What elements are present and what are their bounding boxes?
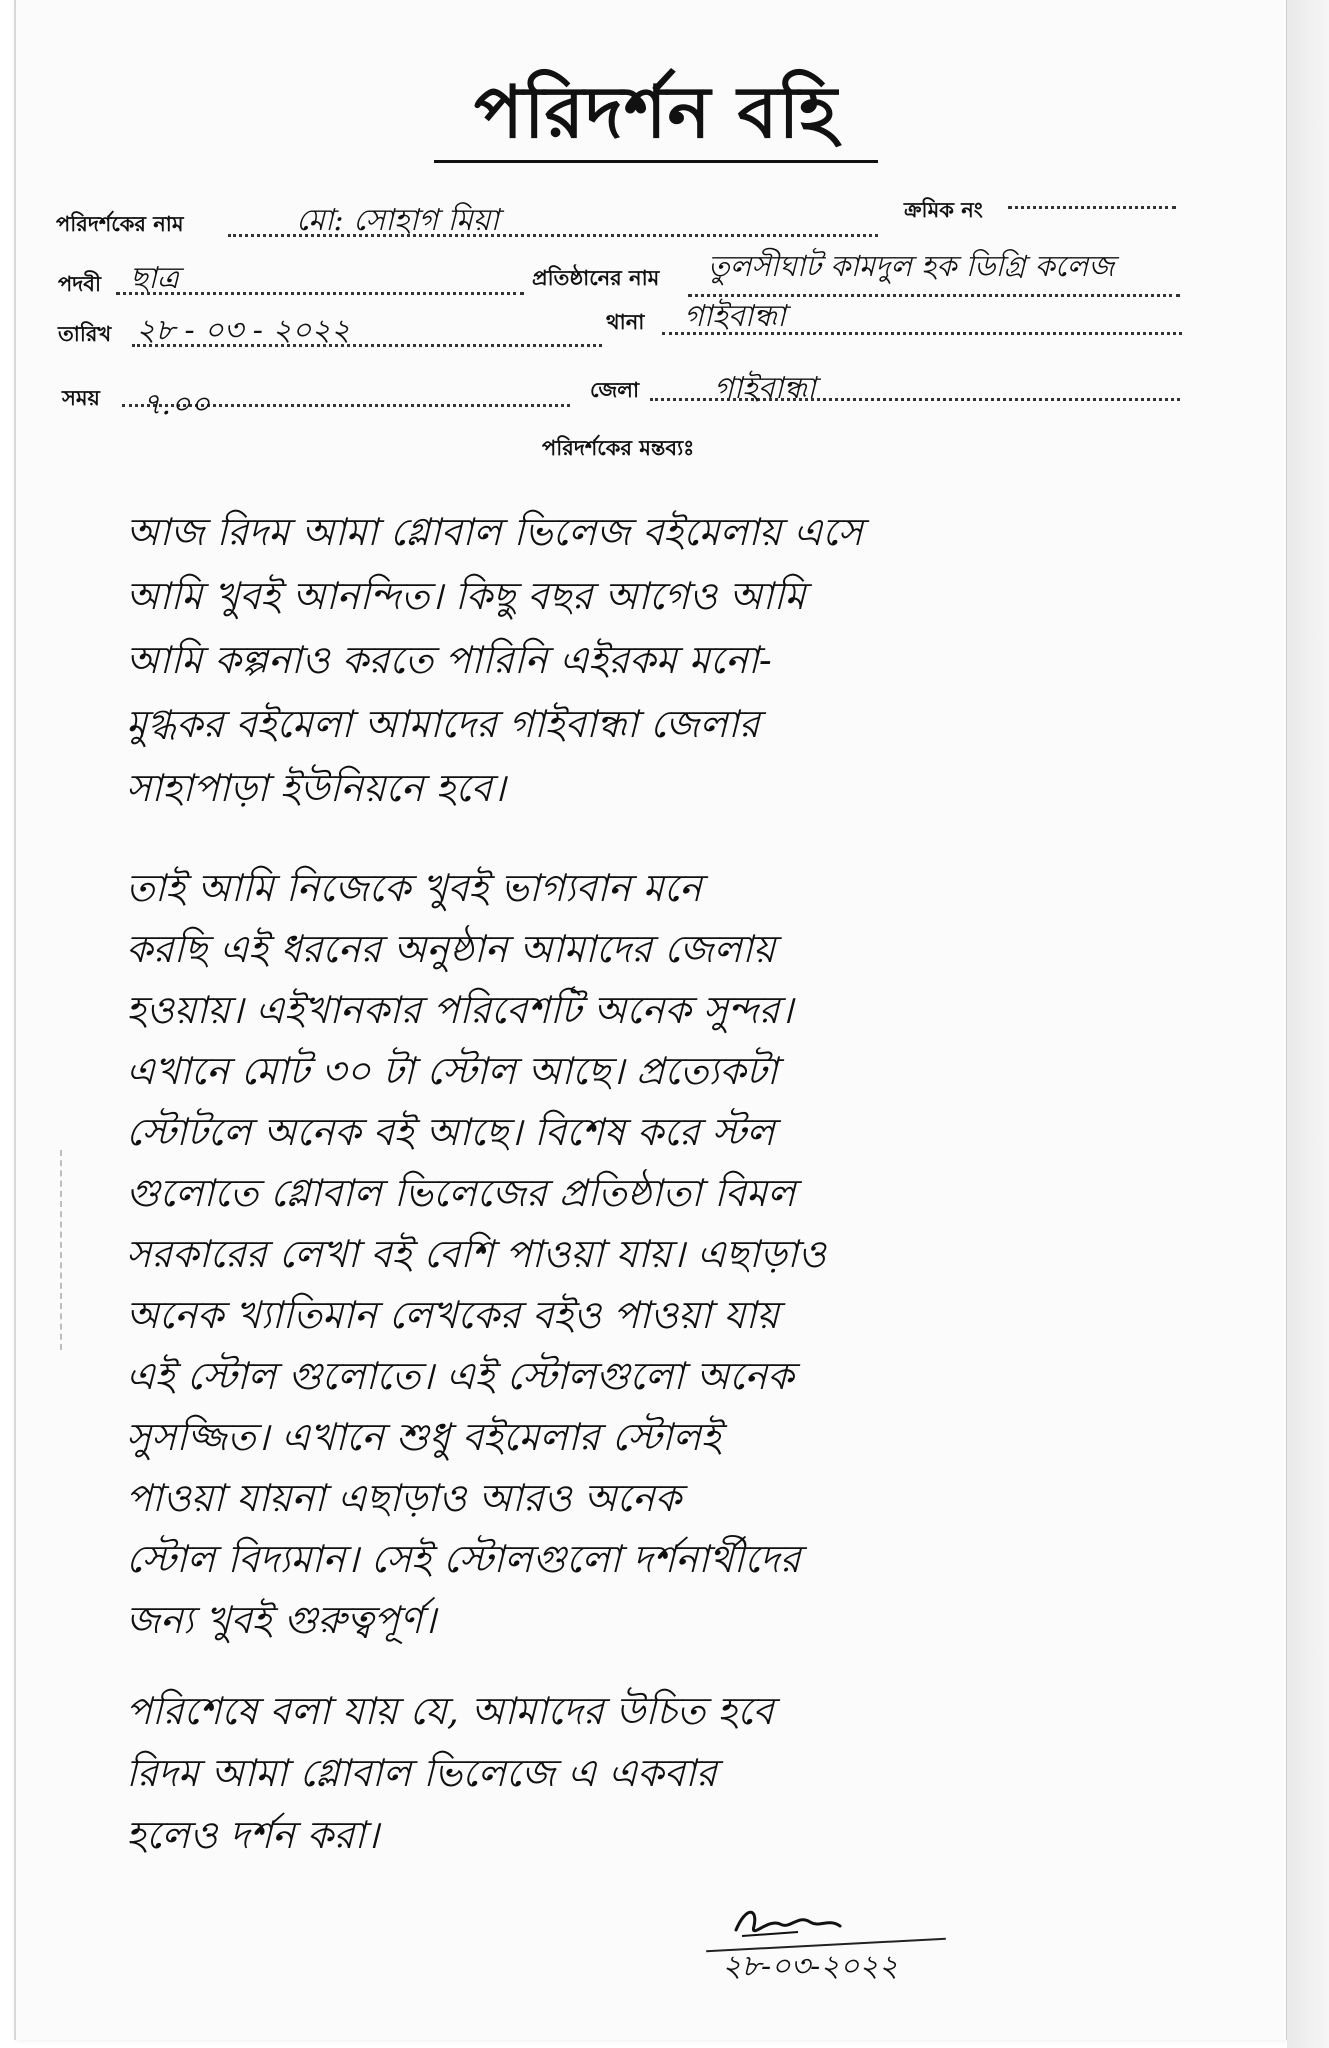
comment-line: আজ রিদম আমা গ্লোবাল ভিলেজ বইমেলায় এসে [126,510,863,554]
designation-label: পদবী [58,272,101,296]
comment-line: সরকারের লেখা বই বেশি পাওয়া যায়। এছাড়াও [126,1232,826,1276]
comment-line: পরিশেষে বলা যায় যে, আমাদের উচিত হবে [126,1689,774,1733]
comment-line: পাওয়া যায়না এছাড়াও আরও অনেক [126,1476,682,1520]
comment-line: জন্য খুবই গুরুত্বপূর্ণ। [126,1598,436,1642]
date-label: তারিখ [58,322,112,346]
inspector-name-value: মো: সোহাগ মিয়া [296,203,500,238]
time-label: সময় [62,386,100,410]
institution-value: তুলসীঘাট কামদুল হক ডিগ্রি কলেজ [708,249,1115,283]
comments-heading: পরিদর্শকের মন্তব্যঃ [542,436,695,460]
comment-line: রিদম আমা গ্লোবাল ভিলেজে এ একবার [126,1751,717,1795]
time-value: ৭.০০ [142,387,211,422]
comment-line: স্টোটলে অনেক বই আছে। বিশেষ করে স্টল [126,1110,775,1154]
district-label: জেলা [590,378,640,402]
comment-line: করছি এই ধরনের অনুষ্ঠান আমাদের জেলায় [126,927,776,971]
thana-label: থানা [606,310,645,334]
comment-paragraph-3 [126,1680,1306,1866]
comment-line: মুগ্ধকর বইমেলা আমাদের গাইবান্ধা জেলার [126,702,760,746]
comment-line: এই স্টোল গুলোতে। এই স্টোলগুলো অনেক [126,1354,794,1398]
comment-line: তাই আমি নিজেকে খুবই ভাগ্যবান মনে [126,866,702,910]
comment-line: স্টোল বিদ্যমান। সেই স্টোলগুলো দর্শনার্থীদের [126,1537,801,1581]
institution-label: প্রতিষ্ঠানের নাম [532,266,660,290]
comment-line: সুসজ্জিত। এখানে শুধু বইমেলার স্টোলই [126,1415,721,1459]
comment-line: হওয়ায়। এইখানকার পরিবেশটি অনেক সুন্দর। [126,988,794,1032]
designation-value: ছাত্র [130,261,179,296]
scan-edge-strip [1287,0,1329,2048]
page-title: পরিদর্শন বহি [473,70,839,154]
comment-line: গুলোতে গ্লোবাল ভিলেজের প্রতিষ্ঠাতা বিমল [126,1171,796,1215]
comment-line: আমি কল্পনাও করতে পারিনি এইরকম মনো- [126,638,772,682]
thana-value: গাইবান্ধা [684,299,786,334]
page-margin-mark [60,1150,62,1350]
comment-line: এখানে মোট ৩০ টা স্টোল আছে। প্রত্যেকটা [126,1049,778,1093]
comment-paragraph-1 [126,500,1306,820]
inspection-book-page [14,0,1289,2040]
inspector-name-label: পরিদর্শকের নাম [56,212,184,236]
date-value: ২৮ - ০৩ - ২০২২ [136,313,351,348]
serial-no-dots [1008,206,1176,209]
district-value: গাইবান্ধা [714,371,816,406]
comment-line: আমি খুবই আনন্দিত। কিছু বছর আগেও আমি [126,574,806,618]
comment-line: হলেও দর্শন করা। [126,1813,379,1857]
comment-paragraph-2 [126,858,1306,1651]
serial-no-label: ক্রমিক নং [904,198,983,222]
signature-date: ২৮-০৩-২০২২ [722,1949,899,1984]
title-underline [434,160,878,163]
comment-line: সাহাপাড়া ইউনিয়নে হবে। [126,766,506,810]
comment-line: অনেক খ্যাতিমান লেখকের বইও পাওয়া যায় [126,1293,779,1337]
